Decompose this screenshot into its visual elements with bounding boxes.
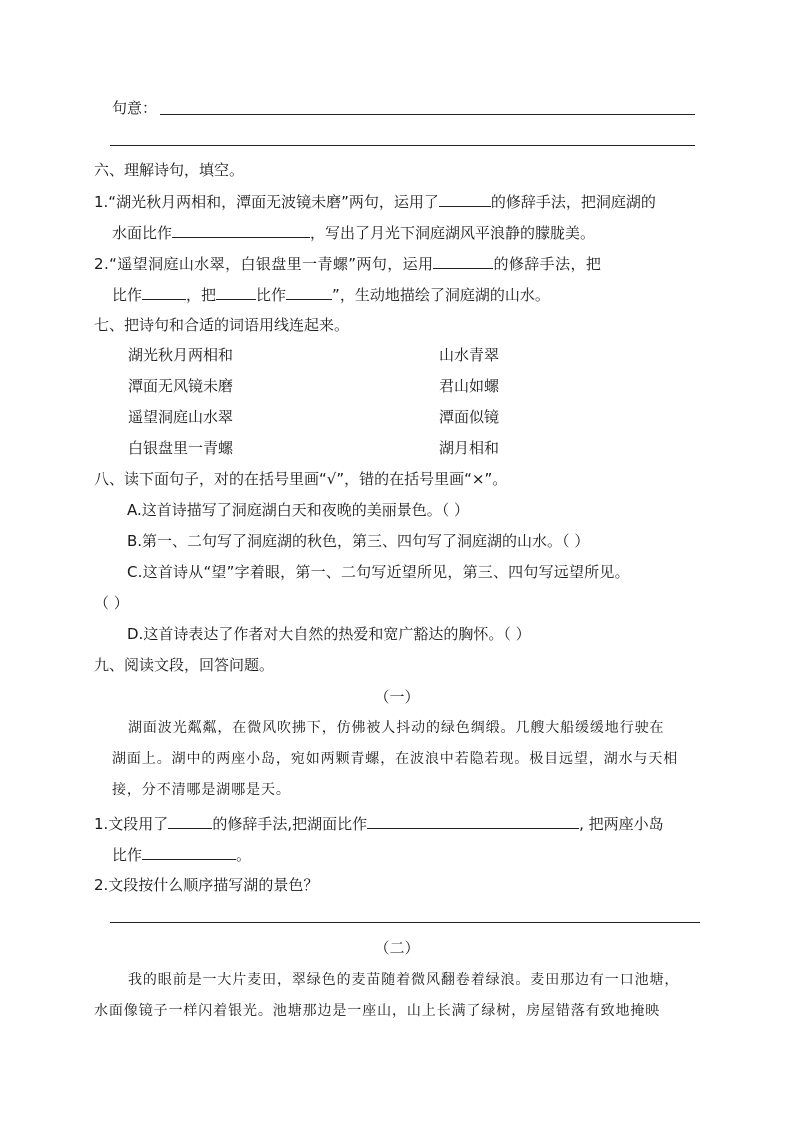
s7-left-item[interactable]: 白银盘里一青螺 <box>128 439 234 457</box>
passage-1-line: 湖面波光粼粼，在微风吹拂下，仿佛被人抖动的绿色绸缎。几艘大船缓缓地行驶在 <box>128 720 665 736</box>
meaning-label: 句意： <box>112 99 158 117</box>
meaning-answer-line-1[interactable] <box>160 114 695 115</box>
s8-item-a[interactable]: A.这首诗描写了洞庭湖白天和夜晚的美丽景色。（ ） <box>127 501 470 519</box>
s6-q2-blank-2[interactable] <box>216 284 256 300</box>
s6-q1-blank-rhetoric[interactable] <box>439 191 491 207</box>
s8-item-c-paren[interactable]: （ ） <box>94 594 129 612</box>
s6-q2-line2: 比作 ，把 比作 ”，生动地描绘了洞庭湖的山水。 <box>112 286 550 304</box>
s7-left-item[interactable]: 湖光秋月两相和 <box>128 346 234 364</box>
s7-right-item[interactable]: 湖月相和 <box>439 439 500 457</box>
s6-q2-blank-1[interactable] <box>142 284 186 300</box>
s6-q1-line2: 水面比作 ，写出了月光下洞庭湖风平浪静的朦胧美。 <box>112 224 596 242</box>
s6-q2-blank-3[interactable] <box>286 284 332 300</box>
part-1-title: （一） <box>374 688 420 706</box>
s9-q1-line2: 比作 。 <box>112 846 252 864</box>
passage-2-line: 我的眼前是一大片麦田，翠绿色的麦苗随着微风翻卷着绿浪。麦田那边有一口池塘， <box>128 972 680 988</box>
part-2-title: （二） <box>374 939 420 957</box>
s9-q1-blank-rhetoric[interactable] <box>168 813 212 829</box>
meaning-answer-line-2[interactable] <box>110 145 695 146</box>
s8-item-b[interactable]: B.第一、二句写了洞庭湖的秋色，第三、四句写了洞庭湖的山水。（ ） <box>127 532 590 550</box>
s6-q2-blank-rhetoric[interactable] <box>433 253 493 269</box>
s7-right-item[interactable]: 潭面似镜 <box>439 408 500 426</box>
s7-left-item[interactable]: 潭面无风镜未磨 <box>128 377 234 395</box>
section-8-heading: 八、读下面句子，对的在括号里画“√”，错的在括号里画“×”。 <box>94 470 508 488</box>
passage-1-line: 接，分不清哪是湖哪是天。 <box>112 782 291 798</box>
s8-item-c[interactable]: C.这首诗从“望”字着眼，第一、二句写近望所见，第三、四句写远望所见。 <box>127 563 630 581</box>
s9-q1-blank-islands[interactable] <box>142 844 236 860</box>
s7-right-item[interactable]: 君山如螺 <box>439 377 500 395</box>
s8-item-d[interactable]: D.这首诗表达了作者对大自然的热爱和宽广豁达的胸怀。（ ） <box>127 625 531 643</box>
passage-2-line: 水面像镜子一样闪着银光。池塘那边是一座山，山上长满了绿树，房屋错落有致地掩映 <box>94 1003 661 1019</box>
section-9-heading: 九、阅读文段，回答问题。 <box>94 656 275 674</box>
passage-1-line: 湖面上。湖中的两座小岛，宛如两颗青螺，在波浪中若隐若现。极目远望，湖水与天相 <box>112 751 679 767</box>
section-7-heading: 七、把诗句和合适的词语用线连起来。 <box>94 316 350 334</box>
section-6-heading: 六、理解诗句，填空。 <box>94 161 245 179</box>
s7-right-item[interactable]: 山水青翠 <box>439 346 500 364</box>
s9-q1-line1: 1.文段用了 的修辞手法,把湖面比作 , 把两座小岛 <box>94 815 664 833</box>
s9-q2-answer-line[interactable] <box>110 922 700 923</box>
s9-q1-blank-lake[interactable] <box>367 813 579 829</box>
s9-q2: 2.文段按什么顺序描写湖的景色？ <box>94 876 319 894</box>
s6-q2-line1: 2.“遥望洞庭山水翠，白银盘里一青螺”两句，运用 的修辞手法，把 <box>94 255 602 273</box>
s6-q1-blank-compare[interactable] <box>172 222 310 238</box>
s7-left-item[interactable]: 遥望洞庭山水翠 <box>128 408 234 426</box>
s6-q1-line1: 1.“湖光秋月两相和，潭面无波镜未磨”两句，运用了 的修辞手法，把洞庭湖的 <box>94 193 656 211</box>
